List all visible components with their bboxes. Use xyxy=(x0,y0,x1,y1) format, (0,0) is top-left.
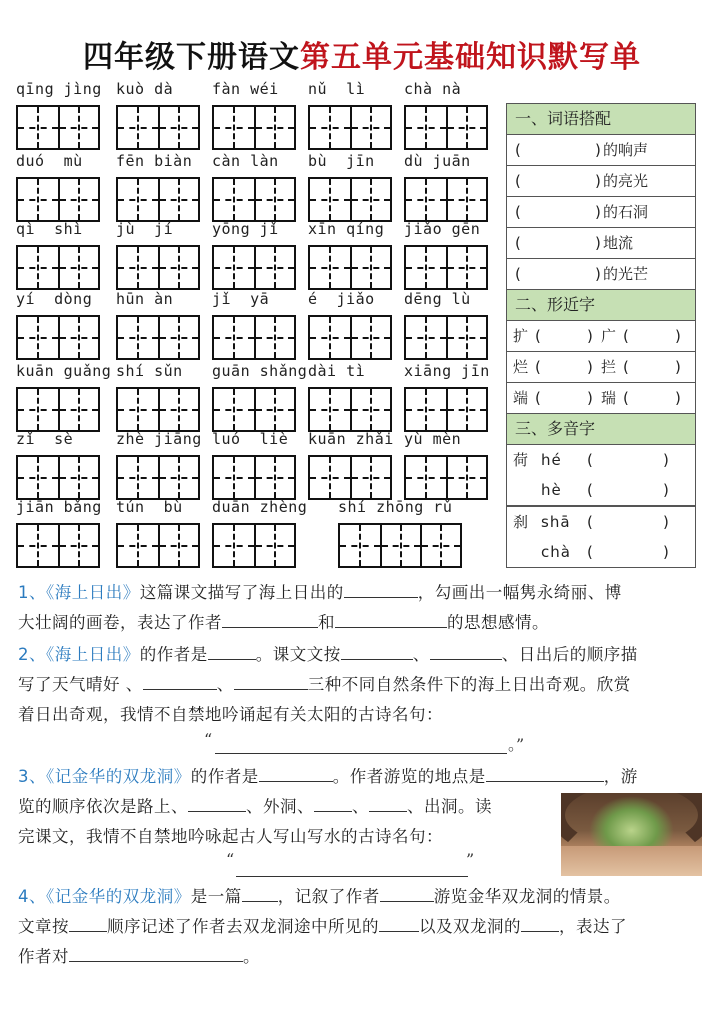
tianzige-cell[interactable] xyxy=(58,179,98,220)
tianzige-cell[interactable] xyxy=(18,179,58,220)
open-paren: ( xyxy=(515,172,521,190)
close-paren: ) xyxy=(595,141,601,159)
tianzige-writing-box[interactable] xyxy=(116,523,200,568)
question-text: 和 xyxy=(318,613,335,632)
question-number: 1、《海上日出》 xyxy=(18,583,140,602)
tianzige-cell[interactable] xyxy=(254,107,294,148)
char-a: 扩 xyxy=(513,327,529,345)
pinyin-label: jǐ yā xyxy=(212,290,270,308)
close-paren: ) xyxy=(675,389,681,407)
tianzige-writing-box[interactable] xyxy=(16,387,100,432)
tianzige-cell[interactable] xyxy=(446,179,486,220)
tianzige-writing-box[interactable] xyxy=(116,177,200,222)
word-matching-row[interactable] xyxy=(507,228,695,259)
pinyin-label: zhè jiāng xyxy=(116,430,202,448)
question-text: 写了天气晴好 、 xyxy=(18,675,143,694)
question-text: 的作者是 xyxy=(139,645,208,664)
question-text: 、 xyxy=(412,645,430,664)
close-paren: ) xyxy=(595,203,601,221)
close-paren: ) xyxy=(663,481,669,499)
polyphone-group xyxy=(507,506,695,567)
close-paren: ) xyxy=(595,234,601,252)
pinyin-label: dài tì xyxy=(308,362,366,380)
answer-blank[interactable] xyxy=(188,793,246,812)
answer-blank[interactable] xyxy=(222,609,318,628)
answer-blank[interactable] xyxy=(486,763,604,782)
question-text: 。 xyxy=(243,947,260,966)
tianzige-writing-box[interactable] xyxy=(404,245,488,290)
tianzige-cell[interactable] xyxy=(350,317,390,358)
answer-blank[interactable] xyxy=(369,793,407,812)
quote-open: “ xyxy=(204,730,213,749)
pinyin-label: yù mèn xyxy=(404,430,462,448)
open-paren: ( xyxy=(515,141,521,159)
tianzige-writing-box[interactable] xyxy=(116,387,200,432)
question-number: 2、《海上日出》 xyxy=(18,645,140,664)
question-text: 、日出后的顺序描 xyxy=(501,645,638,664)
question-number: 3、《记金华的双龙洞》 xyxy=(18,767,191,786)
tianzige-cell[interactable] xyxy=(406,179,446,220)
tianzige-cell[interactable] xyxy=(350,457,390,498)
open-paren: ( xyxy=(515,265,521,283)
question-text: 览的顺序依次是路上、 xyxy=(18,797,188,816)
tianzige-cell[interactable] xyxy=(158,457,198,498)
tianzige-cell[interactable] xyxy=(18,107,58,148)
reading: hè xyxy=(541,481,562,499)
tianzige-writing-box[interactable] xyxy=(338,523,462,568)
tianzige-cell[interactable] xyxy=(406,389,446,430)
title-grade: 四年级下册语文 xyxy=(83,40,300,75)
open-paren: ( xyxy=(535,389,541,407)
similar-chars-row[interactable] xyxy=(507,321,695,352)
tianzige-cell[interactable] xyxy=(214,389,254,430)
question-text: 是一篇 xyxy=(190,887,242,906)
polyphone-line[interactable] xyxy=(507,537,695,567)
cave-photo xyxy=(561,793,702,876)
tianzige-writing-box[interactable] xyxy=(116,105,200,150)
tianzige-writing-box[interactable] xyxy=(212,105,296,150)
question-text: 作者对 xyxy=(18,947,69,966)
pinyin-label: kuān guǎng xyxy=(16,362,112,380)
word-matching-row[interactable] xyxy=(507,135,695,166)
pinyin-label: jiǎo gēn xyxy=(404,220,481,238)
pinyin-label: xīn qíng xyxy=(308,220,385,238)
quote-open: “ xyxy=(226,850,235,869)
reading: chà xyxy=(541,543,571,561)
title-unit: 第五单元基础知识默写单 xyxy=(300,40,641,75)
close-paren: ) xyxy=(595,265,601,283)
question-text: 、 xyxy=(216,675,234,694)
tianzige-cell[interactable] xyxy=(310,247,350,288)
tianzige-cell[interactable] xyxy=(214,457,254,498)
tianzige-cell[interactable] xyxy=(18,247,58,288)
tianzige-cell[interactable] xyxy=(118,179,158,220)
page-title xyxy=(0,32,724,76)
question-text: 的作者是 xyxy=(190,767,259,786)
tianzige-writing-box[interactable] xyxy=(212,387,296,432)
answer-blank[interactable] xyxy=(430,641,502,660)
close-paren: ) xyxy=(663,543,669,561)
similar-chars-row[interactable] xyxy=(507,352,695,383)
similar-chars-row[interactable] xyxy=(507,383,695,414)
pinyin-label: guān shǎng xyxy=(212,362,308,380)
tianzige-cell[interactable] xyxy=(18,525,58,566)
pinyin-label: yí dòng xyxy=(16,290,93,308)
question-text: 这篇课文描写了海上日出的 xyxy=(139,583,344,602)
question-text: ，游 xyxy=(603,767,638,786)
tianzige-cell[interactable] xyxy=(118,247,158,288)
tianzige-cell[interactable] xyxy=(446,107,486,148)
pinyin-label: chà nà xyxy=(404,80,462,98)
answer-blank[interactable] xyxy=(380,883,434,902)
tianzige-cell[interactable] xyxy=(118,525,158,566)
open-paren: ( xyxy=(515,234,521,252)
tianzige-writing-box[interactable] xyxy=(116,315,200,360)
answer-blank[interactable] xyxy=(341,641,413,660)
tianzige-writing-box[interactable] xyxy=(212,523,296,568)
tianzige-cell[interactable] xyxy=(446,317,486,358)
open-paren: ( xyxy=(535,327,541,345)
close-paren: ) xyxy=(587,389,593,407)
tianzige-cell[interactable] xyxy=(118,457,158,498)
pinyin-label: qì shì xyxy=(16,220,83,238)
tianzige-cell[interactable] xyxy=(310,457,350,498)
tianzige-cell[interactable] xyxy=(420,525,460,566)
tianzige-cell[interactable] xyxy=(58,389,98,430)
tianzige-cell[interactable] xyxy=(446,247,486,288)
polyphone-line[interactable] xyxy=(507,507,695,537)
question-text: ，记叙了作者 xyxy=(277,887,380,906)
tianzige-writing-box[interactable] xyxy=(404,177,488,222)
tianzige-cell[interactable] xyxy=(18,389,58,430)
tianzige-writing-box[interactable] xyxy=(16,105,100,150)
tianzige-cell[interactable] xyxy=(118,107,158,148)
pinyin-label: zǐ sè xyxy=(16,430,74,448)
question-text: 的思想感情。 xyxy=(447,613,549,632)
tianzige-cell[interactable] xyxy=(18,457,58,498)
close-paren: ) xyxy=(663,513,669,531)
tianzige-cell[interactable] xyxy=(310,107,350,148)
tianzige-cell[interactable] xyxy=(158,389,198,430)
tianzige-cell[interactable] xyxy=(58,525,98,566)
section-polyphone-header: 三、多音字 xyxy=(507,414,695,445)
close-paren: ) xyxy=(595,172,601,190)
word-suffix: 的亮光 xyxy=(603,172,649,190)
tianzige-cell[interactable] xyxy=(254,247,294,288)
answer-blank[interactable] xyxy=(379,913,419,932)
tianzige-cell[interactable] xyxy=(350,389,390,430)
tianzige-writing-box[interactable] xyxy=(212,177,296,222)
pinyin-label: luó liè xyxy=(212,430,289,448)
close-paren: ) xyxy=(663,451,669,469)
answer-blank[interactable] xyxy=(344,579,418,598)
tianzige-cell[interactable] xyxy=(58,317,98,358)
char-b: 瑞 xyxy=(601,389,617,407)
tianzige-cell[interactable] xyxy=(406,457,446,498)
tianzige-cell[interactable] xyxy=(310,179,350,220)
tianzige-writing-box[interactable] xyxy=(16,523,100,568)
pinyin-label: xiāng jīn xyxy=(404,362,490,380)
answer-blank[interactable] xyxy=(335,609,447,628)
question-text: 。作者游览的地点是 xyxy=(332,767,486,786)
close-paren: ) xyxy=(587,358,593,376)
word-suffix: 的光芒 xyxy=(603,265,649,283)
open-paren: ( xyxy=(515,203,521,221)
tianzige-writing-box[interactable] xyxy=(308,245,392,290)
char-a: 端 xyxy=(513,389,529,407)
question-4 xyxy=(18,882,708,972)
pinyin-label: bù jīn xyxy=(308,152,375,170)
word-matching-row[interactable] xyxy=(507,259,695,290)
polyphone-line[interactable] xyxy=(507,445,695,475)
tianzige-cell[interactable] xyxy=(340,525,380,566)
reading: shā xyxy=(541,513,571,531)
question-text: 。课文文按 xyxy=(255,645,341,664)
pinyin-label: fàn wéi xyxy=(212,80,279,98)
word-suffix: 地流 xyxy=(603,234,634,252)
question-text: 着日出奇观，我情不自禁地吟诵起有关太阳的古诗名句： xyxy=(18,705,443,724)
pinyin-label: shí sǔn xyxy=(116,362,183,380)
pinyin-label: dù juān xyxy=(404,152,471,170)
tianzige-writing-box[interactable] xyxy=(404,387,488,432)
word-matching-row[interactable] xyxy=(507,166,695,197)
tianzige-cell[interactable] xyxy=(158,107,198,148)
question-text: 、 xyxy=(352,797,369,816)
tianzige-cell[interactable] xyxy=(446,457,486,498)
tianzige-cell[interactable] xyxy=(254,179,294,220)
tianzige-writing-box[interactable] xyxy=(16,315,100,360)
answer-blank[interactable] xyxy=(234,671,308,690)
question-text: ，勾画出一幅隽永绮丽、博 xyxy=(417,583,622,602)
tianzige-writing-box[interactable] xyxy=(308,387,392,432)
answer-blank[interactable] xyxy=(259,763,333,782)
question-text: 、出洞。读 xyxy=(407,797,492,816)
side-table xyxy=(506,103,696,568)
pinyin-label: hūn àn xyxy=(116,290,174,308)
tianzige-cell[interactable] xyxy=(310,317,350,358)
open-paren: ( xyxy=(623,358,629,376)
tianzige-writing-box[interactable] xyxy=(16,455,100,500)
tianzige-writing-box[interactable] xyxy=(404,315,488,360)
reading: hé xyxy=(541,451,562,469)
open-paren: ( xyxy=(587,543,593,561)
tianzige-cell[interactable] xyxy=(380,525,420,566)
answer-blank[interactable] xyxy=(521,913,559,932)
open-paren: ( xyxy=(587,513,593,531)
answer-blank[interactable] xyxy=(69,913,107,932)
tianzige-writing-box[interactable] xyxy=(116,455,200,500)
question-1 xyxy=(18,578,708,638)
open-paren: ( xyxy=(535,358,541,376)
section-similar-chars-header: 二、形近字 xyxy=(507,290,695,321)
pinyin-label: càn làn xyxy=(212,152,279,170)
open-paren: ( xyxy=(587,481,593,499)
question-text: 完课文，我情不自禁地吟咏起古人写山写水的古诗名句： xyxy=(18,827,443,846)
pinyin-label: duó mù xyxy=(16,152,83,170)
tianzige-writing-box[interactable] xyxy=(16,177,100,222)
tianzige-cell[interactable] xyxy=(158,317,198,358)
pinyin-label: kuò dà xyxy=(116,80,174,98)
question-text: 大壮阔的画卷，表达了作者 xyxy=(18,613,222,632)
polyphone-char: 刹 xyxy=(513,513,529,531)
tianzige-cell[interactable] xyxy=(406,247,446,288)
question-2 xyxy=(18,640,708,730)
word-suffix: 的响声 xyxy=(603,141,649,159)
tianzige-cell[interactable] xyxy=(350,179,390,220)
tianzige-cell[interactable] xyxy=(118,389,158,430)
answer-blank[interactable] xyxy=(69,943,243,962)
word-suffix: 的石洞 xyxy=(603,203,649,221)
pinyin-label: qīng jìng xyxy=(16,80,102,98)
photo-arch xyxy=(561,793,702,859)
pinyin-label: é jiǎo xyxy=(308,290,375,308)
polyphone-char: 荷 xyxy=(513,451,529,469)
tianzige-writing-box[interactable] xyxy=(308,177,392,222)
tianzige-cell[interactable] xyxy=(254,317,294,358)
pinyin-label: kuān zhǎi xyxy=(308,430,394,448)
tianzige-cell[interactable] xyxy=(254,389,294,430)
polyphone-group xyxy=(507,445,695,506)
tianzige-cell[interactable] xyxy=(254,525,294,566)
question-number: 4、《记金华的双龙洞》 xyxy=(18,887,191,906)
pinyin-label: yōng jǐ xyxy=(212,220,279,238)
pinyin-label: jù jí xyxy=(116,220,174,238)
tianzige-writing-box[interactable] xyxy=(16,245,100,290)
word-matching-row[interactable] xyxy=(507,197,695,228)
quote-close: 。” xyxy=(508,735,525,754)
tianzige-cell[interactable] xyxy=(158,247,198,288)
tianzige-cell[interactable] xyxy=(406,107,446,148)
tianzige-cell[interactable] xyxy=(406,317,446,358)
pinyin-label: duān zhèng xyxy=(212,498,308,516)
close-paren: ) xyxy=(675,358,681,376)
tianzige-cell[interactable] xyxy=(18,317,58,358)
close-paren: ) xyxy=(587,327,593,345)
question-text: 游览金华双龙洞的情景。 xyxy=(433,887,621,906)
tianzige-writing-box[interactable] xyxy=(404,455,488,500)
tianzige-cell[interactable] xyxy=(158,525,198,566)
tianzige-cell[interactable] xyxy=(254,457,294,498)
pinyin-label: dēng lù xyxy=(404,290,471,308)
pinyin-label: fēn biàn xyxy=(116,152,193,170)
tianzige-cell[interactable] xyxy=(214,107,254,148)
tianzige-cell[interactable] xyxy=(58,457,98,498)
question-text: 以及双龙洞的 xyxy=(419,917,521,936)
tianzige-cell[interactable] xyxy=(58,107,98,148)
tianzige-writing-box[interactable] xyxy=(212,315,296,360)
tianzige-cell[interactable] xyxy=(214,317,254,358)
poem-answer-blank[interactable] xyxy=(236,858,468,877)
tianzige-cell[interactable] xyxy=(350,107,390,148)
answer-blank[interactable] xyxy=(242,883,278,902)
tianzige-writing-box[interactable] xyxy=(308,105,392,150)
tianzige-writing-box[interactable] xyxy=(308,455,392,500)
pinyin-label: shí zhōng rǔ xyxy=(338,498,453,516)
tianzige-cell[interactable] xyxy=(58,247,98,288)
answer-blank[interactable] xyxy=(143,671,217,690)
char-a: 烂 xyxy=(513,358,529,376)
pinyin-label: jiān bǎng xyxy=(16,498,102,516)
quote-close: ” xyxy=(466,850,475,869)
tianzige-cell[interactable] xyxy=(214,247,254,288)
tianzige-writing-box[interactable] xyxy=(116,245,200,290)
polyphone-line[interactable] xyxy=(507,475,695,505)
tianzige-cell[interactable] xyxy=(446,389,486,430)
tianzige-writing-box[interactable] xyxy=(308,315,392,360)
tianzige-cell[interactable] xyxy=(214,179,254,220)
tianzige-cell[interactable] xyxy=(214,525,254,566)
pinyin-label: tún bù xyxy=(116,498,183,516)
answer-blank[interactable] xyxy=(208,641,256,660)
tianzige-writing-box[interactable] xyxy=(404,105,488,150)
question-text: 顺序记述了作者去双龙洞途中所见的 xyxy=(107,917,379,936)
section-word-matching-header: 一、词语搭配 xyxy=(507,104,695,135)
open-paren: ( xyxy=(623,327,629,345)
tianzige-cell[interactable] xyxy=(118,317,158,358)
question-text: 文章按 xyxy=(18,917,69,936)
question-text: 三种不同自然条件下的海上日出奇观。欣赏 xyxy=(307,675,631,694)
open-paren: ( xyxy=(623,389,629,407)
tianzige-writing-box[interactable] xyxy=(212,245,296,290)
pinyin-label: nǔ lì xyxy=(308,80,366,98)
char-b: 广 xyxy=(601,327,617,345)
tianzige-cell[interactable] xyxy=(350,247,390,288)
question-text: 、外洞、 xyxy=(246,797,314,816)
char-b: 拦 xyxy=(601,358,617,376)
question-text: ，表达了 xyxy=(559,917,627,936)
tianzige-cell[interactable] xyxy=(158,179,198,220)
tianzige-cell[interactable] xyxy=(310,389,350,430)
poem-answer-blank[interactable] xyxy=(215,735,507,754)
open-paren: ( xyxy=(587,451,593,469)
close-paren: ) xyxy=(675,327,681,345)
answer-blank[interactable] xyxy=(314,793,352,812)
tianzige-writing-box[interactable] xyxy=(212,455,296,500)
